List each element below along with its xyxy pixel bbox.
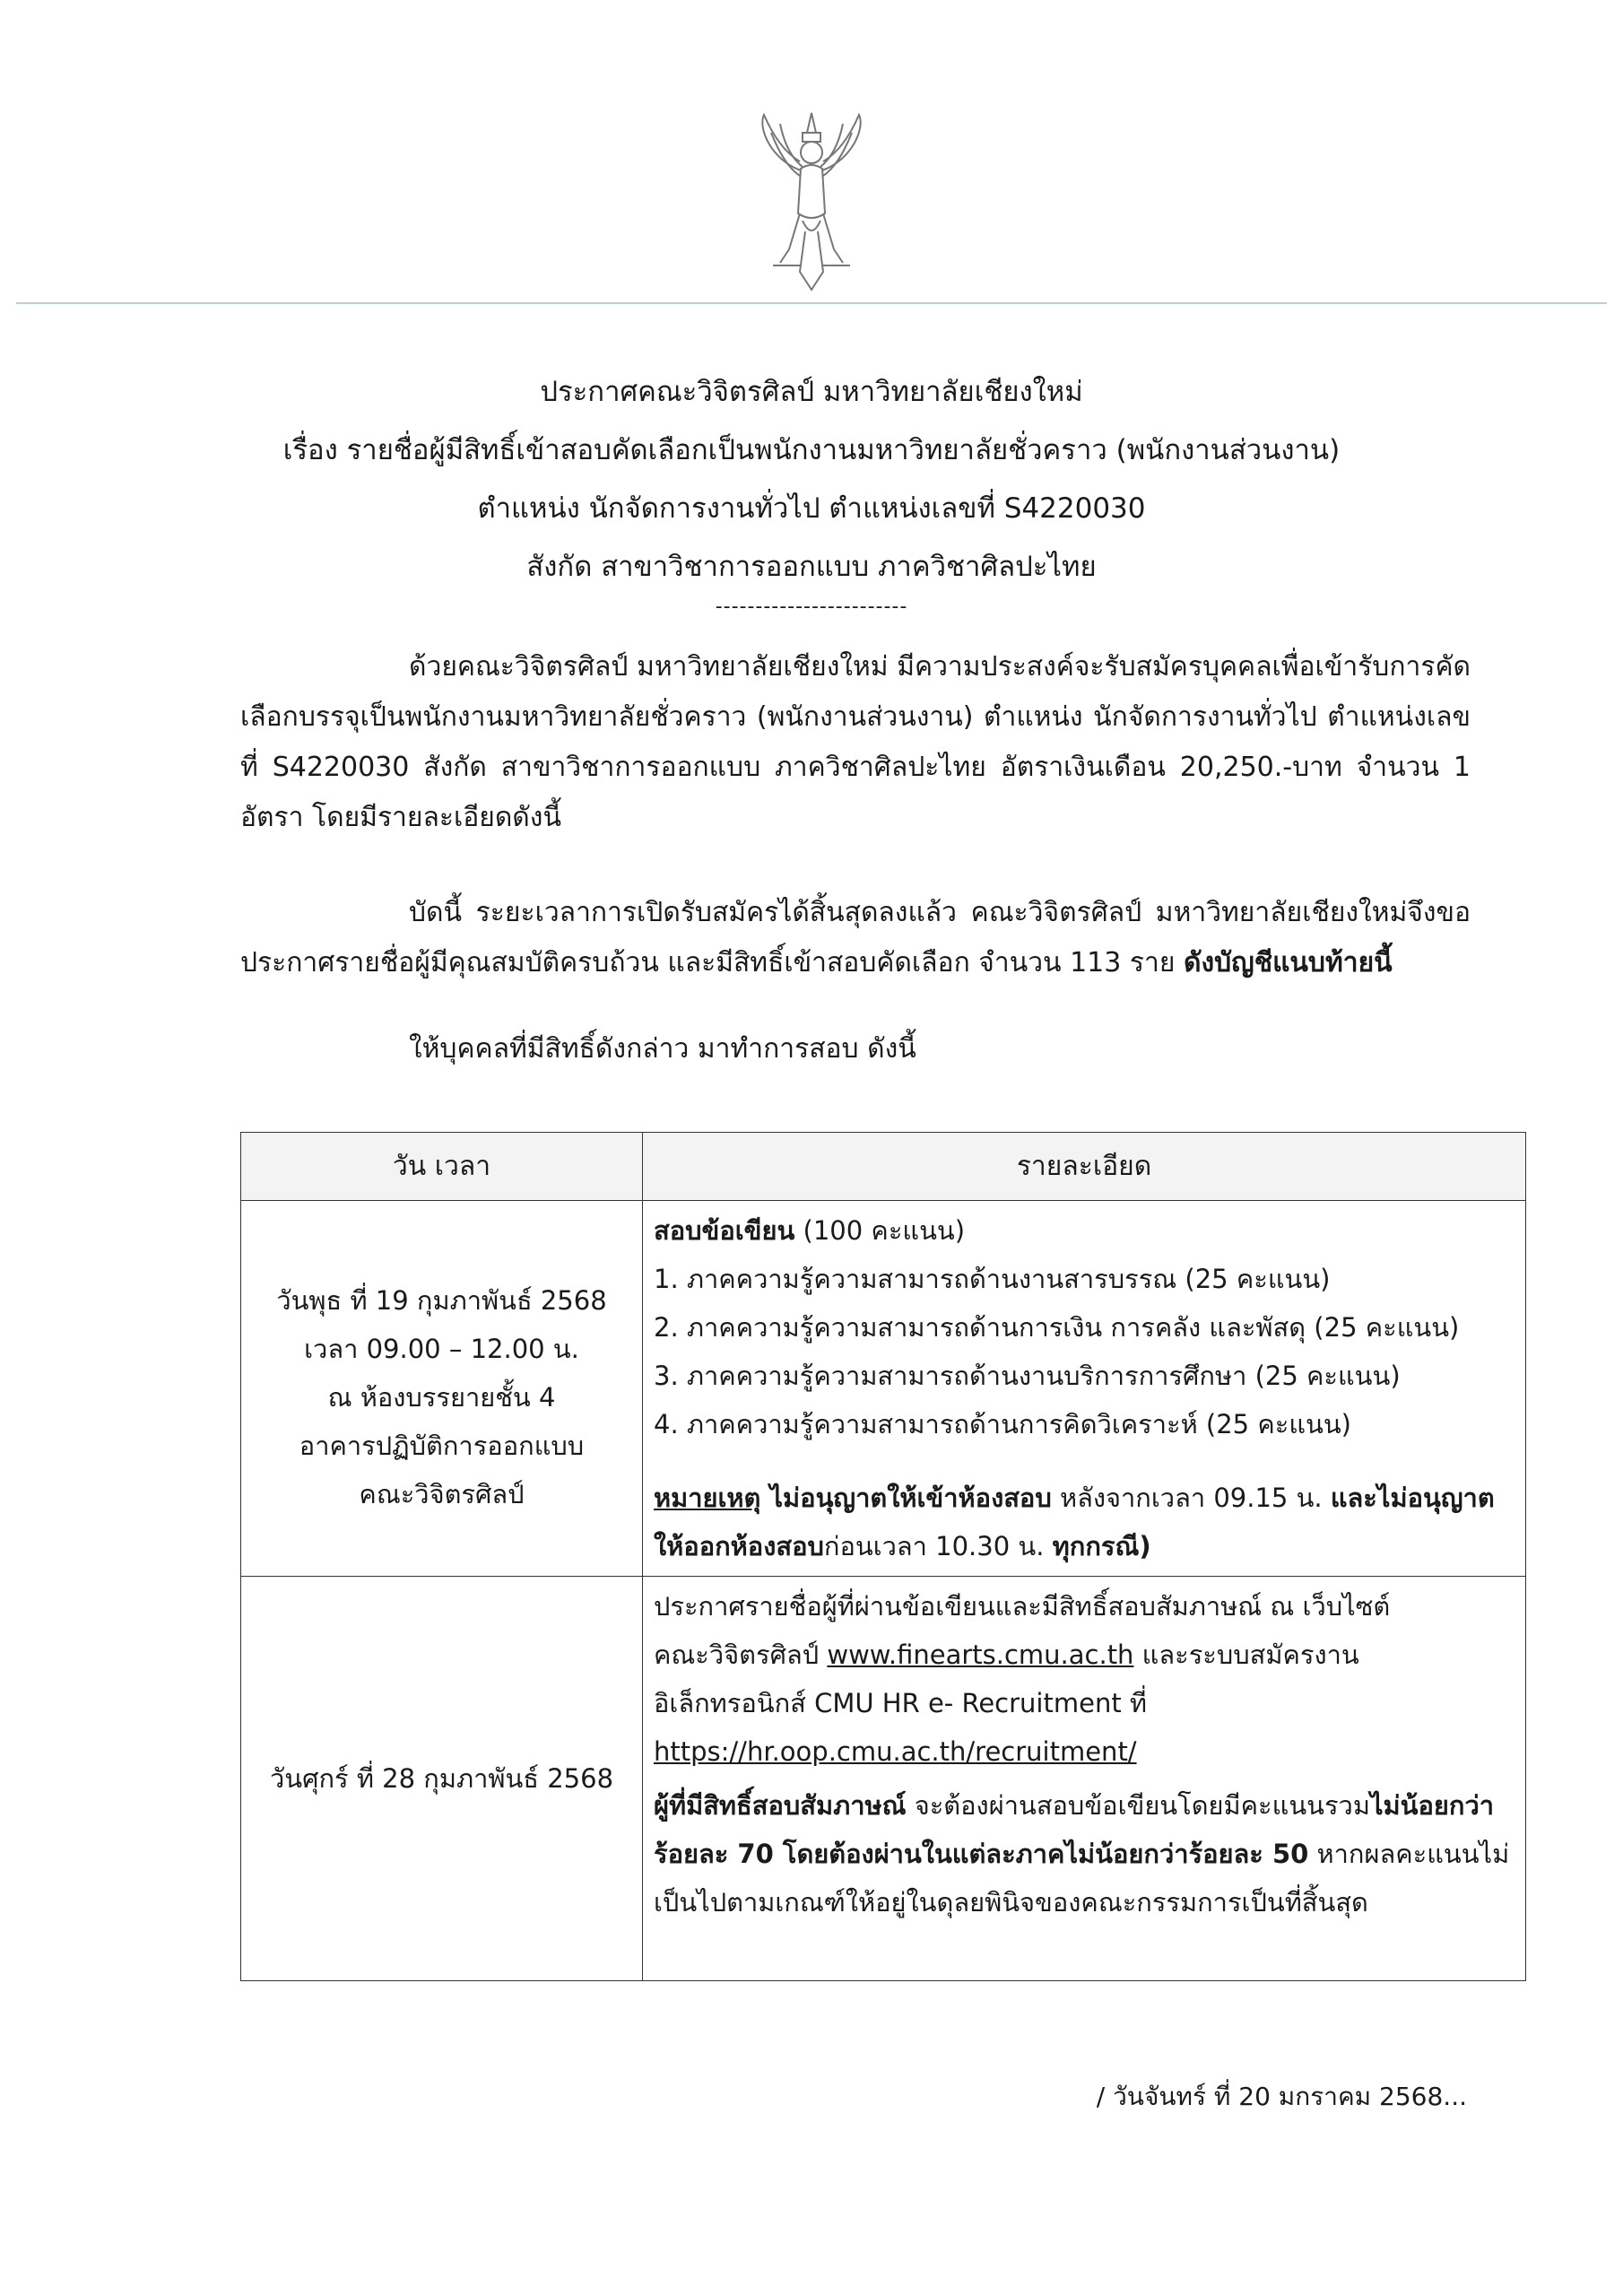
- row2-line4: [654, 1727, 1513, 1776]
- paragraph-announcement-bold: ดังบัญชีแนบท้ายนี้: [1183, 947, 1393, 978]
- header-subject: เรื่อง รายชื่อผู้มีสิทธิ์เข้าสอบคัดเลือกเป็นพนักงานมหาวิทยาลัยชั่วคราว (พนักงานส่วนงาน): [282, 434, 1341, 466]
- paragraph-instruction: ให้บุคคลที่มีสิทธิ์ดังกล่าว มาทำการสอบ ดังนี้: [409, 1033, 916, 1065]
- paragraph-announcement-text: บัดนี้ ระยะเวลาการเปิดรับสมัครได้สิ้นสุดลงแล้ว คณะวิจิตรศิลป์ มหาวิทยาลัยเชียงใหม่จึงขอประกาศรายชื่อผู้มีคุณสมบัติครบถ้วน และมีสิทธิ์เข้าสอบคัดเลือก จำนวน 113 ราย: [240, 897, 1471, 978]
- garuda-emblem-icon: [753, 106, 870, 294]
- row1-building: อาคารปฏิบัติการออกแบบ: [299, 1431, 585, 1461]
- header-separator: ------------------------: [715, 596, 908, 618]
- row1-faculty: คณะวิจิตรศิลป์: [359, 1479, 525, 1509]
- exam-item: 1. ภาคความรู้ความสามารถด้านงานสารบรรณ (25 คะแนน): [654, 1264, 1331, 1294]
- spacer: [654, 1448, 1513, 1474]
- table-row: [241, 1577, 1526, 1981]
- row2-date-cell: วันศุกร์ ที่ 28 กุมภาพันธ์ 2568: [241, 1577, 643, 1981]
- table-header-datetime: วัน เวลา: [241, 1133, 643, 1201]
- header-rule: [16, 302, 1607, 304]
- row2-line1: ประกาศรายชื่อผู้ที่ผ่านข้อเขียนและมีสิทธิ์สอบสัมภาษณ์ ณ เว็บไซต์: [654, 1591, 1391, 1622]
- page-continuation: / วันจันทร์ ที่ 20 มกราคม 2568...: [1096, 2082, 1467, 2111]
- exam-item: 4. ภาคความรู้ความสามารถด้านการคิดวิเคราะห์ (25 คะแนน): [654, 1409, 1351, 1439]
- exam-schedule-table: [240, 1132, 1526, 1981]
- row1-time: เวลา 09.00 – 12.00 น.: [304, 1334, 579, 1364]
- table-header-row: [241, 1133, 1526, 1201]
- header-affiliation: สังกัด สาขาวิชาการออกแบบ ภาควิชาศิลปะไทย: [526, 551, 1097, 583]
- row1-details-cell: [643, 1201, 1526, 1577]
- exam-item: 3. ภาคความรู้ความสามารถด้านงานบริการการศึกษา (25 คะแนน): [654, 1361, 1401, 1391]
- written-exam-title: สอบข้อเขียน (100 คะแนน): [654, 1215, 966, 1246]
- finearts-website-link[interactable]: www.finearts.cmu.ac.th: [827, 1639, 1134, 1670]
- row1-datetime-cell: [241, 1201, 643, 1577]
- row2-line3: อิเล็กทรอนิกส์ CMU HR e- Recruitment ที่: [654, 1688, 1148, 1718]
- row2-details-cell: [643, 1577, 1526, 1981]
- interview-criteria: ผู้ที่มีสิทธิ์สอบสัมภาษณ์ จะต้องผ่านสอบข้อเขียนโดยมีคะแนนรวมไม่น้อยกว่าร้อยละ 70 โดยต้องผ่านในแต่ละภาคไม่น้อยกว่าร้อยละ 50 หากผลคะแนนไม่เป็นไปตามเกณฑ์ให้อยู่ในดุลยพินิจของคณะกรรมการเป็นที่สิ้นสุด: [654, 1790, 1510, 1918]
- recruitment-link[interactable]: https://hr.oop.cmu.ac.th/recruitment/: [654, 1736, 1137, 1767]
- table-header-details: รายละเอียด: [643, 1133, 1526, 1201]
- row1-date: วันพุธ ที่ 19 กุมภาพันธ์ 2568: [276, 1285, 607, 1316]
- row2-line2: คณะวิจิตรศิลป์ www.finearts.cmu.ac.th และระบบสมัครงาน: [654, 1639, 1359, 1670]
- paragraph-announcement: [240, 888, 1471, 988]
- table-row: [241, 1201, 1526, 1577]
- header-position: ตำแหน่ง นักจัดการงานทั่วไป ตำแหน่งเลขที่ S4220030: [477, 492, 1146, 525]
- announcement-header: [179, 363, 1444, 620]
- exam-note: หมายเหตุ ไม่อนุญาตให้เข้าห้องสอบ หลังจากเวลา 09.15 น. และไม่อนุญาต ให้ออกห้องสอบก่อนเวลา 10.30 น. ทุกกรณี): [654, 1483, 1495, 1561]
- paragraph-intro: [240, 642, 1471, 843]
- header-title: ประกาศคณะวิจิตรศิลป์ มหาวิทยาลัยเชียงใหม่: [540, 376, 1083, 408]
- paragraph-intro-text: ด้วยคณะวิจิตรศิลป์ มหาวิทยาลัยเชียงใหม่ มีความประสงค์จะรับสมัครบุคคลเพื่อเข้ารับการคัดเลือกบรรจุเป็นพนักงานมหาวิทยาลัยชั่วคราว (พนักงานส่วนงาน) ตำแหน่ง นักจัดการงานทั่วไป ตำแหน่งเลขที่ S4220030 สังกัด สาขาวิชาการออกแบบ ภาควิชาศิลปะไทย อัตราเงินเดือน 20,250.-บาท จำนวน 1 อัตรา โดยมีรายละเอียดดังนี้: [240, 651, 1471, 833]
- row1-room: ณ ห้องบรรยายชั้น 4: [327, 1382, 556, 1413]
- exam-item: 2. ภาคความรู้ความสามารถด้านการเงิน การคลัง และพัสดุ (25 คะแนน): [654, 1312, 1460, 1343]
